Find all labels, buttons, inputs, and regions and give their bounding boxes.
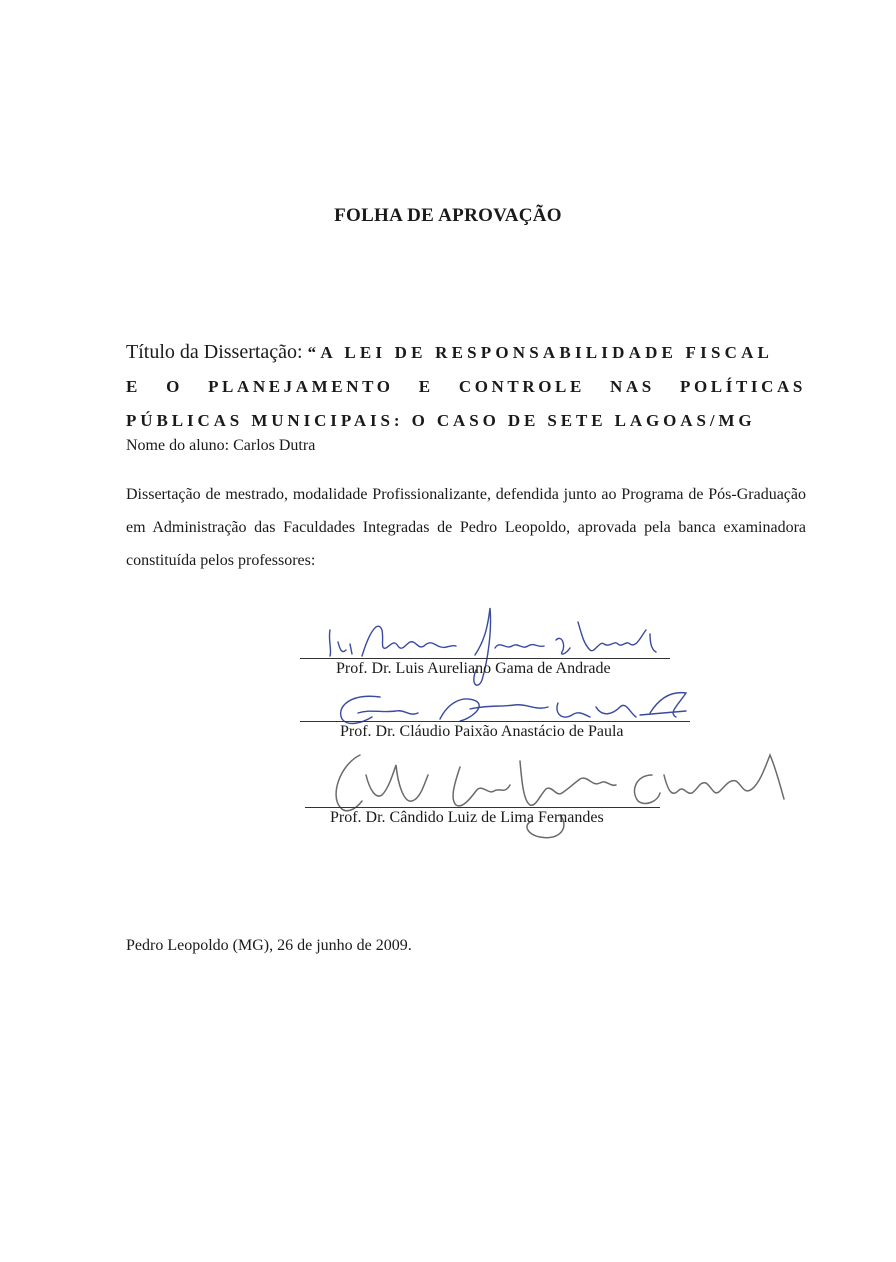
dissertation-label: Título da Dissertação: <box>126 341 303 363</box>
dissertation-title-block <box>126 335 806 438</box>
signature-line-2 <box>300 721 690 722</box>
signature-line-3 <box>305 807 660 808</box>
dissertation-title-line-1 <box>126 335 806 370</box>
title-word: NAS <box>610 377 655 396</box>
signature-3-image <box>300 745 790 855</box>
signature-2-image <box>300 683 700 753</box>
title-word: E <box>126 377 141 396</box>
title-word: CONTROLE <box>458 377 585 396</box>
title-word: POLÍTICAS <box>680 377 806 396</box>
examiner-name-3: Prof. Dr. Cândido Luiz de Lima Fernandes <box>330 809 604 826</box>
dissertation-title-line-2 <box>126 370 806 404</box>
dissertation-title-part-1: “A LEI DE RESPONSABILIDADE FISCAL <box>307 343 774 362</box>
approval-paragraph: Dissertação de mestrado, modalidade Profissionalizante, defendida junto ao Programa de Pós-Graduação em Administração das Faculdades Integradas de Pedro Leopoldo, aprovada pela banca examinadora constituída pelos professores: <box>126 486 806 569</box>
dissertation-title-line-3: PÚBLICAS MUNICIPAIS: O CASO DE SETE LAGOAS/MG <box>126 411 756 430</box>
examiner-name-2: Prof. Dr. Cláudio Paixão Anastácio de Paula <box>340 723 624 740</box>
page-title: FOLHA DE APROVAÇÃO <box>334 205 562 226</box>
approval-date: Pedro Leopoldo (MG), 26 de junho de 2009. <box>126 937 412 954</box>
title-word: E <box>418 377 434 396</box>
signature-block-1 <box>300 600 680 690</box>
title-word: PLANEJAMENTO <box>208 377 394 396</box>
examiner-name-1: Prof. Dr. Luis Aureliano Gama de Andrade <box>336 660 611 677</box>
student-name: Nome do aluno: Carlos Dutra <box>126 437 316 454</box>
signature-line-1 <box>300 658 670 659</box>
title-word: O <box>166 377 183 396</box>
signature-block-3 <box>300 745 680 855</box>
signature-block-2 <box>300 683 680 753</box>
